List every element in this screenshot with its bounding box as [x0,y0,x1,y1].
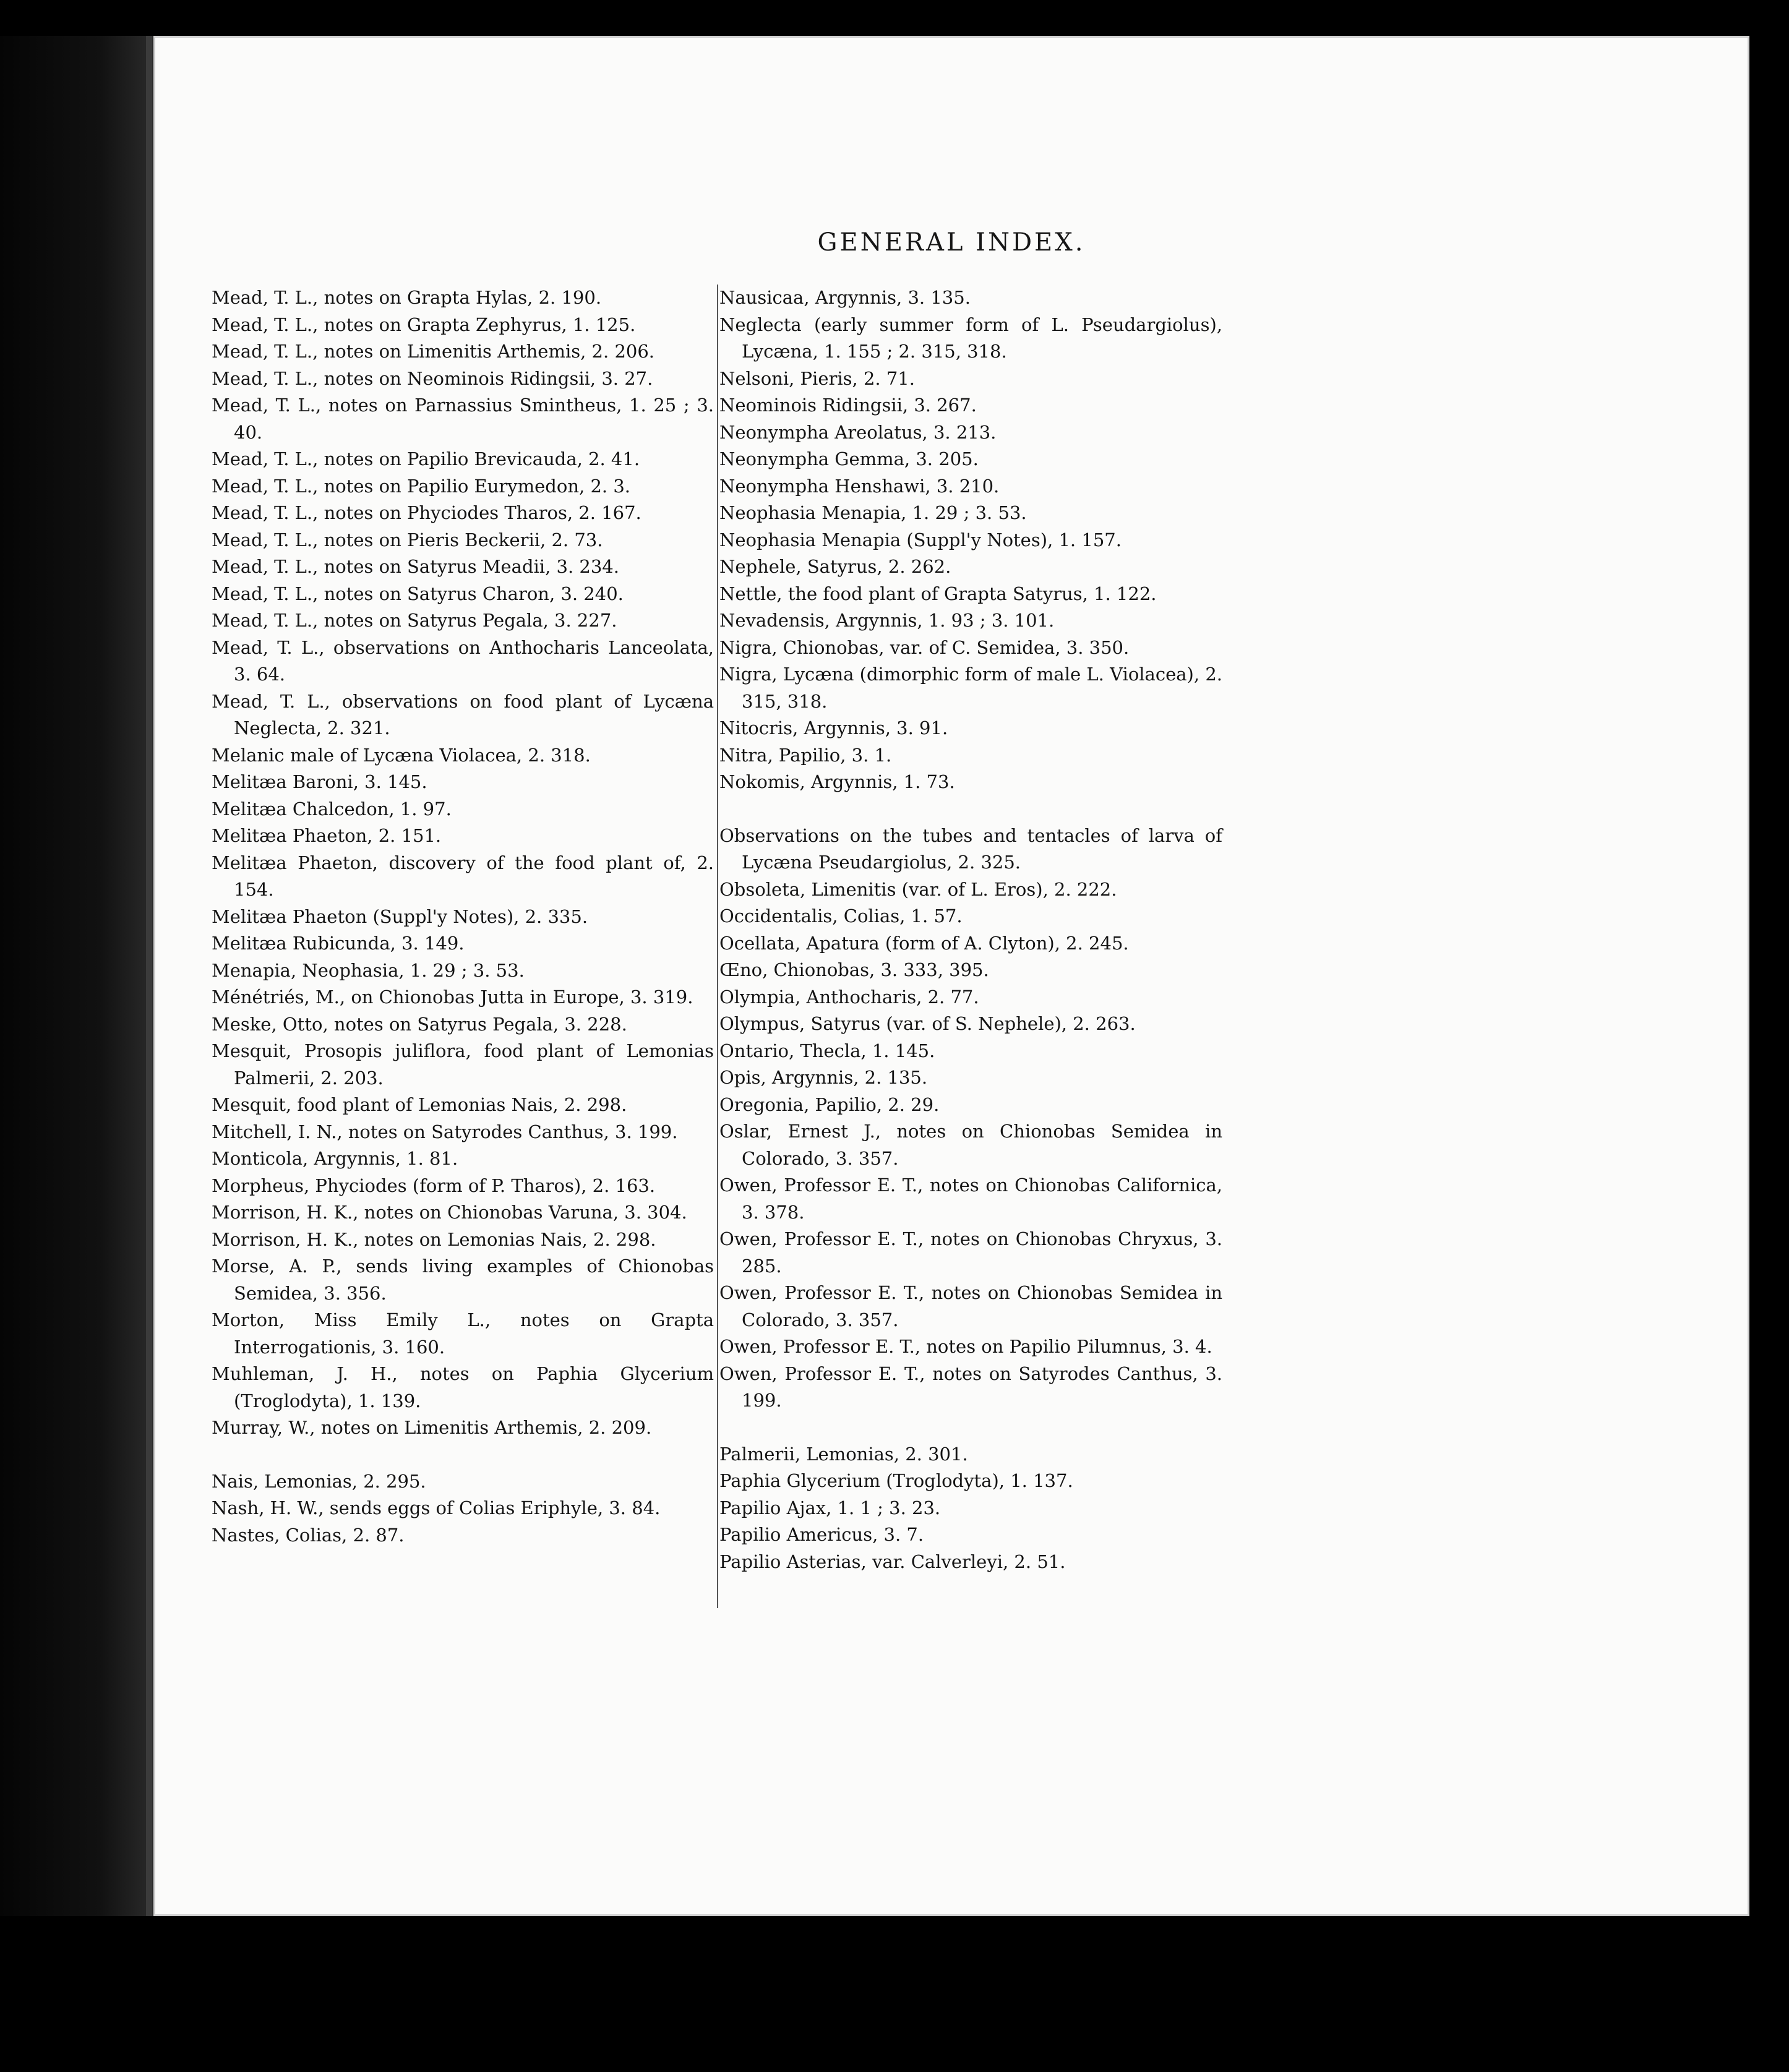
index-entry: Nastes, Colias, 2. 87. [212,1524,405,1546]
index-entry: Morrison, H. K., notes on Lemonias Nais, 2. 298. [212,1228,656,1250]
scan-left-edge [0,36,153,1916]
index-entry: Oslar, Ernest J., notes on Chionobas Semidea in Colorado, 3. 357. [719,1121,1222,1169]
index-entry: Neophasia Menapia, 1. 29 ; 3. 53. [719,502,1027,523]
index-entry: Neonympha Gemma, 3. 205. [719,448,979,469]
index-entry: Melitæa Phaeton (Suppl'y Notes), 2. 335. [212,905,588,927]
index-entry: Nigra, Lycæna (dimorphic form of male L. Violacea), 2. 315, 318. [719,664,1222,712]
index-entry: Owen, Professor E. T., notes on Chionobas Californica, 3. 378. [719,1175,1222,1223]
index-entry: Melanic male of Lycæna Violacea, 2. 318. [212,744,591,766]
index-entry: Mesquit, food plant of Lemonias Nais, 2. 298. [212,1094,627,1115]
index-entry: Neglecta (early summer form of L. Pseudargiolus), Lycæna, 1. 155 ; 2. 315, 318. [719,314,1222,362]
index-entry: Monticola, Argynnis, 1. 81. [212,1148,458,1169]
index-column-left [212,285,714,1549]
index-entry: Mesquit, Prosopis juliflora, food plant of Lemonias Palmerii, 2. 203. [212,1040,714,1089]
index-entry: Nigra, Chionobas, var. of C. Semidea, 3. 350. [719,636,1130,658]
index-entry: Meske, Otto, notes on Satyrus Pegala, 3. 228. [212,1013,627,1035]
index-entry: Mead, T. L., notes on Satyrus Charon, 3. 240. [212,583,624,604]
index-entry: Œno, Chionobas, 3. 333, 395. [719,959,989,980]
index-entry: Ontario, Thecla, 1. 145. [719,1040,935,1061]
index-entry: Papilio Ajax, 1. 1 ; 3. 23. [719,1497,941,1518]
index-entry: Mead, T. L., notes on Parnassius Smintheus, 1. 25 ; 3. 40. [212,395,714,443]
index-entry: Mead, T. L., observations on food plant of Lycæna Neglecta, 2. 321. [212,690,714,738]
index-entry: Melitæa Phaeton, discovery of the food plant of, 2. 154. [212,852,714,900]
index-entry: Oregonia, Papilio, 2. 29. [719,1094,940,1115]
index-entry: Papilio Americus, 3. 7. [719,1524,924,1545]
index-entry: Palmerii, Lemonias, 2. 301. [719,1443,968,1465]
index-entry: Paphia Glycerium (Troglodyta), 1. 137. [719,1470,1073,1491]
index-entry: Murray, W., notes on Limenitis Arthemis, 2. 209. [212,1417,652,1438]
index-entry: Mead, T. L., observations on Anthocharis Lanceolata, 3. 64. [212,636,714,685]
index-entry: Papilio Asterias, var. Calverleyi, 2. 51. [719,1551,1066,1572]
index-entry: Mitchell, I. N., notes on Satyrodes Canthus, 3. 199. [212,1121,678,1142]
index-entry: Occidentalis, Colias, 1. 57. [719,905,963,927]
index-entry: Muhleman, J. H., notes on Paphia Glycerium (Troglodyta), 1. 139. [212,1363,714,1411]
index-entry: Nelsoni, Pieris, 2. 71. [719,367,915,389]
binding-shadow [146,36,152,1916]
index-entry: Mead, T. L., notes on Neominois Ridingsii, 3. 27. [212,367,653,389]
index-entry: Owen, Professor E. T., notes on Chionobas Semidea in Colorado, 3. 357. [719,1282,1222,1330]
index-entry: Melitæa Phaeton, 2. 151. [212,825,442,846]
index-entry: Olympus, Satyrus (var. of S. Nephele), 2. 263. [719,1013,1136,1034]
index-entry: Menapia, Neophasia, 1. 29 ; 3. 53. [212,959,525,981]
page-title: GENERAL INDEX. [817,228,1086,257]
index-entry: Ocellata, Apatura (form of A. Clyton), 2. 245. [719,932,1129,954]
index-entry: Nitra, Papilio, 3. 1. [719,744,892,766]
index-entry: Mead, T. L., notes on Phyciodes Tharos, 2. 167. [212,502,641,523]
index-entry: Melitæa Rubicunda, 3. 149. [212,933,465,954]
index-entry: Obsoleta, Limenitis (var. of L. Eros), 2. 222. [719,878,1117,900]
index-entry: Mead, T. L., notes on Limenitis Arthemis, 2. 206. [212,341,655,362]
index-entry: Nais, Lemonias, 2. 295. [212,1470,426,1492]
index-entry: Nettle, the food plant of Grapta Satyrus, 1. 122. [719,583,1157,604]
index-entry: Opis, Argynnis, 2. 135. [719,1067,928,1088]
index-entry: Mead, T. L., notes on Satyrus Pegala, 3. 227. [212,610,617,631]
index-entry: Morrison, H. K., notes on Chionobas Varuna, 3. 304. [212,1202,687,1223]
index-entry: Mead, T. L., notes on Satyrus Meadii, 3. 234. [212,556,619,577]
index-entry: Mead, T. L., notes on Grapta Zephyrus, 1. 125. [212,314,636,335]
index-entry: Morse, A. P., sends living examples of Chionobas Semidea, 3. 356. [212,1256,714,1304]
index-entry: Mead, T. L., notes on Papilio Eurymedon, 2. 3. [212,475,630,497]
index-entry: Nash, H. W., sends eggs of Colias Eriphyle, 3. 84. [212,1497,661,1518]
index-entry: Owen, Professor E. T., notes on Papilio Pilumnus, 3. 4. [719,1336,1212,1357]
index-entry: Nokomis, Argynnis, 1. 73. [719,771,955,792]
index-entry: Morton, Miss Emily L., notes on Grapta Interrogationis, 3. 160. [212,1309,714,1358]
index-entry: Olympia, Anthocharis, 2. 77. [719,986,979,1008]
index-entry: Neophasia Menapia (Suppl'y Notes), 1. 157. [719,529,1122,550]
index-entry: Melitæa Chalcedon, 1. 97. [212,798,452,820]
column-divider [717,285,718,1608]
index-entry: Nitocris, Argynnis, 3. 91. [719,717,948,738]
index-entry: Observations on the tubes and tentacles of larva of Lycæna Pseudargiolus, 2. 325. [719,824,1222,873]
index-entry: Nevadensis, Argynnis, 1. 93 ; 3. 101. [719,610,1055,631]
index-entry: Mead, T. L., notes on Pieris Beckerii, 2. 73. [212,529,603,550]
index-entry: Nephele, Satyrus, 2. 262. [719,556,951,577]
index-entry: Owen, Professor E. T., notes on Chionobas Chryxus, 3. 285. [719,1228,1222,1277]
index-entry: Mead, T. L., notes on Grapta Hylas, 2. 190. [212,287,602,308]
index-column-right [719,285,1222,1575]
index-entry: Melitæa Baroni, 3. 145. [212,771,427,792]
index-entry: Neonympha Areolatus, 3. 213. [719,421,997,443]
index-entry: Morpheus, Phyciodes (form of P. Tharos), 2. 163. [212,1175,656,1196]
index-entry: Owen, Professor E. T., notes on Satyrodes Canthus, 3. 199. [719,1363,1222,1411]
index-entry: Ménétriés, M., on Chionobas Jutta in Europe, 3. 319. [212,987,693,1008]
index-entry: Nausicaa, Argynnis, 3. 135. [719,287,971,308]
index-entry: Neonympha Henshawi, 3. 210. [719,475,1000,497]
index-entry: Mead, T. L., notes on Papilio Brevicauda, 2. 41. [212,448,640,469]
index-entry: Neominois Ridingsii, 3. 267. [719,395,977,416]
